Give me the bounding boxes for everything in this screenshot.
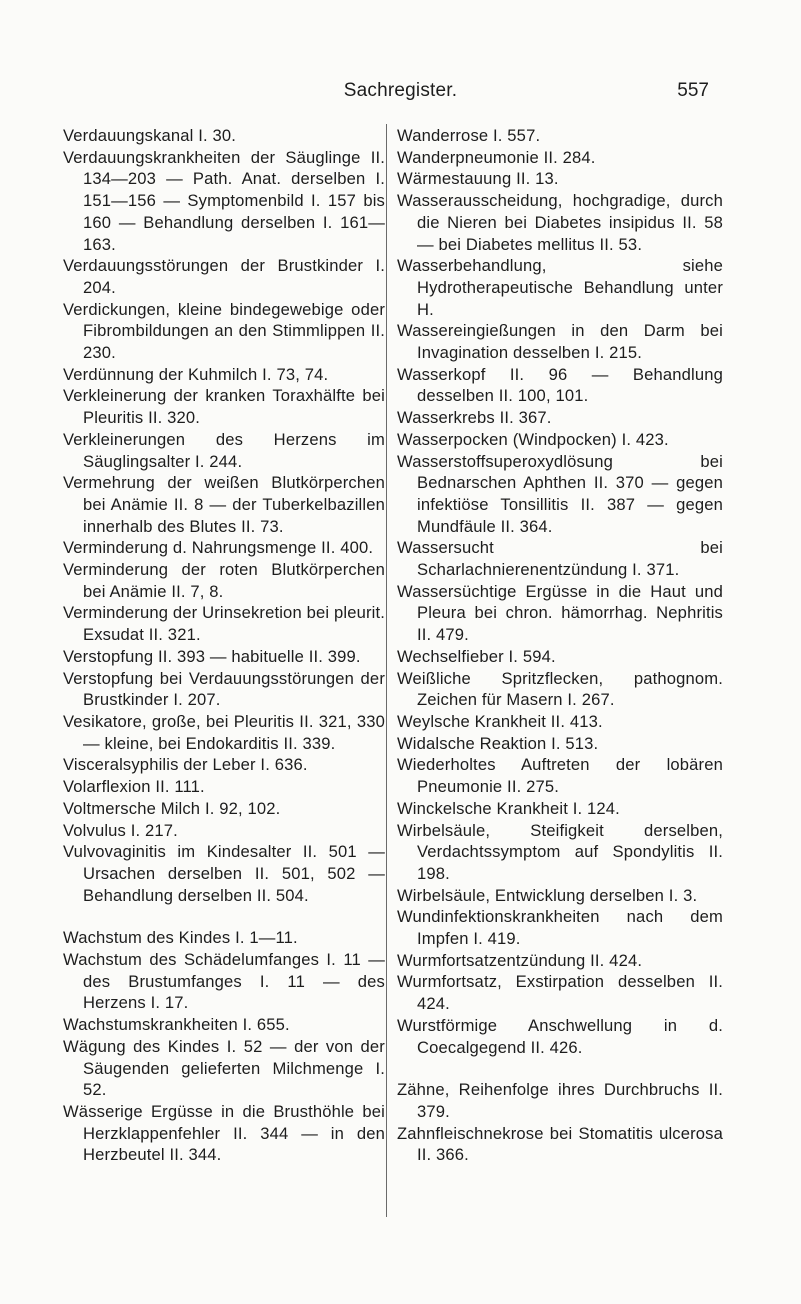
- index-entry: Zähne, Reihenfolge ihres Durchbruchs II. 379.: [397, 1080, 723, 1121]
- letter-gap: [397, 1058, 723, 1079]
- index-entry: Verdauungskrankheiten der Säuglinge II. 134—203 — Path. Anat. derselben I. 151—156 — Symptomenbild I. 157 bis 160 — Behandlung derselben I. 161—163.: [63, 147, 385, 254]
- index-entry: Wasserkrebs II. 367.: [397, 408, 552, 428]
- index-entry: Wurmfortsatz, Exstirpation desselben II. 424.: [397, 972, 723, 1014]
- index-entry: Weylsche Krankheit II. 413.: [397, 711, 603, 731]
- index-entry: Wachstum des Schädelumfanges I. 11 — des Brustumfanges I. 11 — des Herzens I. 17.: [63, 950, 385, 1013]
- index-entry: Vesikatore, große, bei Pleuritis II. 321, 330 — kleine, bei Endokarditis II. 339.: [63, 711, 385, 753]
- index-entry: Visceralsyphilis der Leber I. 636.: [63, 755, 308, 775]
- index-entry: Verstopfung II. 393 — habituelle II. 399.: [63, 646, 361, 666]
- index-entry: Wurstförmige Anschwellung in d. Coecalgegend II. 426.: [397, 1015, 723, 1057]
- index-entry: Weißliche Spritzflecken, pathognom. Zeichen für Masern I. 267.: [397, 668, 723, 710]
- column-divider: [386, 124, 387, 1217]
- left-column: [63, 125, 385, 1166]
- index-entry: Wanderpneumonie II. 284.: [397, 147, 596, 167]
- page-title: Sachregister.: [343, 80, 458, 101]
- index-entry: Wirbelsäule, Steifigkeit derselben, Verdachtssymptom auf Spondylitis II. 198.: [397, 820, 723, 883]
- index-entry: Wanderrose I. 557.: [397, 126, 541, 145]
- page-header: [0, 80, 801, 110]
- index-entry: Verdünnung der Kuhmilch I. 73, 74.: [63, 364, 329, 384]
- index-entry: Wassereingießungen in den Darm bei Invagination desselben I. 215.: [397, 321, 723, 363]
- index-entry: Verminderung d. Nahrungsmenge II. 400.: [63, 538, 374, 558]
- index-entry: Wärmestauung II. 13.: [397, 169, 559, 189]
- index-entry: Wurmfortsatzentzündung II. 424.: [397, 950, 643, 970]
- index-entry: Wasserstoffsuperoxydlösung bei Bednarschen Aphthen II. 370 — gegen infektiöse Tonsillitis II. 387 — gegen Mundfäule II. 364.: [397, 451, 723, 536]
- index-entry: Vulvovaginitis im Kindesalter II. 501 — Ursachen derselben II. 501, 502 — Behandlung derselben II. 504.: [63, 842, 385, 905]
- index-entry: Verdauungsstörungen der Brustkinder I. 204.: [63, 256, 385, 297]
- index-entry: Volvulus I. 217.: [63, 820, 178, 840]
- index-entry: Wundinfektionskrankheiten nach dem Impfen I. 419.: [397, 907, 723, 949]
- index-entry: Wasserpocken (Windpocken) I. 423.: [397, 429, 669, 449]
- index-entry: Widalsche Reaktion I. 513.: [397, 733, 599, 753]
- index-entry: Wirbelsäule, Entwicklung derselben I. 3.: [397, 885, 698, 905]
- index-entry: Voltmersche Milch I. 92, 102.: [63, 798, 281, 818]
- index-entry: Wachstumskrankheiten I. 655.: [63, 1015, 290, 1035]
- index-entry: Wachstum des Kindes I. 1—11.: [63, 928, 298, 948]
- index-entry: Wasserbehandlung, siehe Hydrotherapeutische Behandlung unter H.: [397, 256, 723, 319]
- index-entry: Verminderung der Urinsekretion bei pleurit. Exsudat II. 321.: [63, 603, 385, 645]
- index-entry: Vermehrung der weißen Blutkörperchen bei Anämie II. 8 — der Tuberkelbazillen innerhalb des Blutes II. 73.: [63, 473, 385, 536]
- index-entry: Wassersucht bei Scharlachnierenentzündung I. 371.: [397, 538, 723, 580]
- index-entry: Verminderung der roten Blutkörperchen bei Anämie II. 7, 8.: [63, 560, 385, 601]
- index-entry: Wägung des Kindes I. 52 — der von der Säugenden gelieferten Milchmenge I. 52.: [63, 1036, 385, 1100]
- index-entry: Verkleinerung der kranken Toraxhälfte bei Pleuritis II. 320.: [63, 386, 385, 428]
- index-entry: Wasserkopf II. 96 — Behandlung desselben II. 100, 101.: [397, 364, 723, 406]
- index-entry: Verkleinerungen des Herzens im Säuglingsalter I. 244.: [63, 429, 385, 471]
- index-entry: Volarflexion II. 111.: [63, 777, 205, 797]
- index-entry: Wasserausscheidung, hochgradige, durch die Nieren bei Diabetes insipidus II. 58 — bei Diabetes mellitus II. 53.: [397, 191, 723, 254]
- page-number: 557: [677, 80, 709, 101]
- index-entry: Wechselfieber I. 594.: [397, 646, 556, 666]
- right-column: [397, 125, 723, 1166]
- index-entry: Winckelsche Krankheit I. 124.: [397, 798, 620, 818]
- index-entry: Wiederholtes Auftreten der lobären Pneumonie II. 275.: [397, 755, 723, 797]
- index-entry: Verdickungen, kleine bindegewebige oder Fibrombildungen an den Stimmlippen II. 230.: [63, 299, 385, 363]
- index-entry: Verdauungskanal I. 30.: [63, 126, 237, 145]
- index-entry: Verstopfung bei Verdauungsstörungen der Brustkinder I. 207.: [63, 668, 385, 710]
- letter-gap: [63, 906, 385, 927]
- index-entry: Zahnfleischnekrose bei Stomatitis ulcerosa II. 366.: [397, 1123, 723, 1165]
- index-entry: Wassersüchtige Ergüsse in die Haut und Pleura bei chron. hämorrhag. Nephritis II. 479.: [397, 581, 723, 645]
- index-entry: Wässerige Ergüsse in die Brusthöhle bei Herzklappenfehler II. 344 — in den Herzbeutel II. 344.: [63, 1101, 385, 1165]
